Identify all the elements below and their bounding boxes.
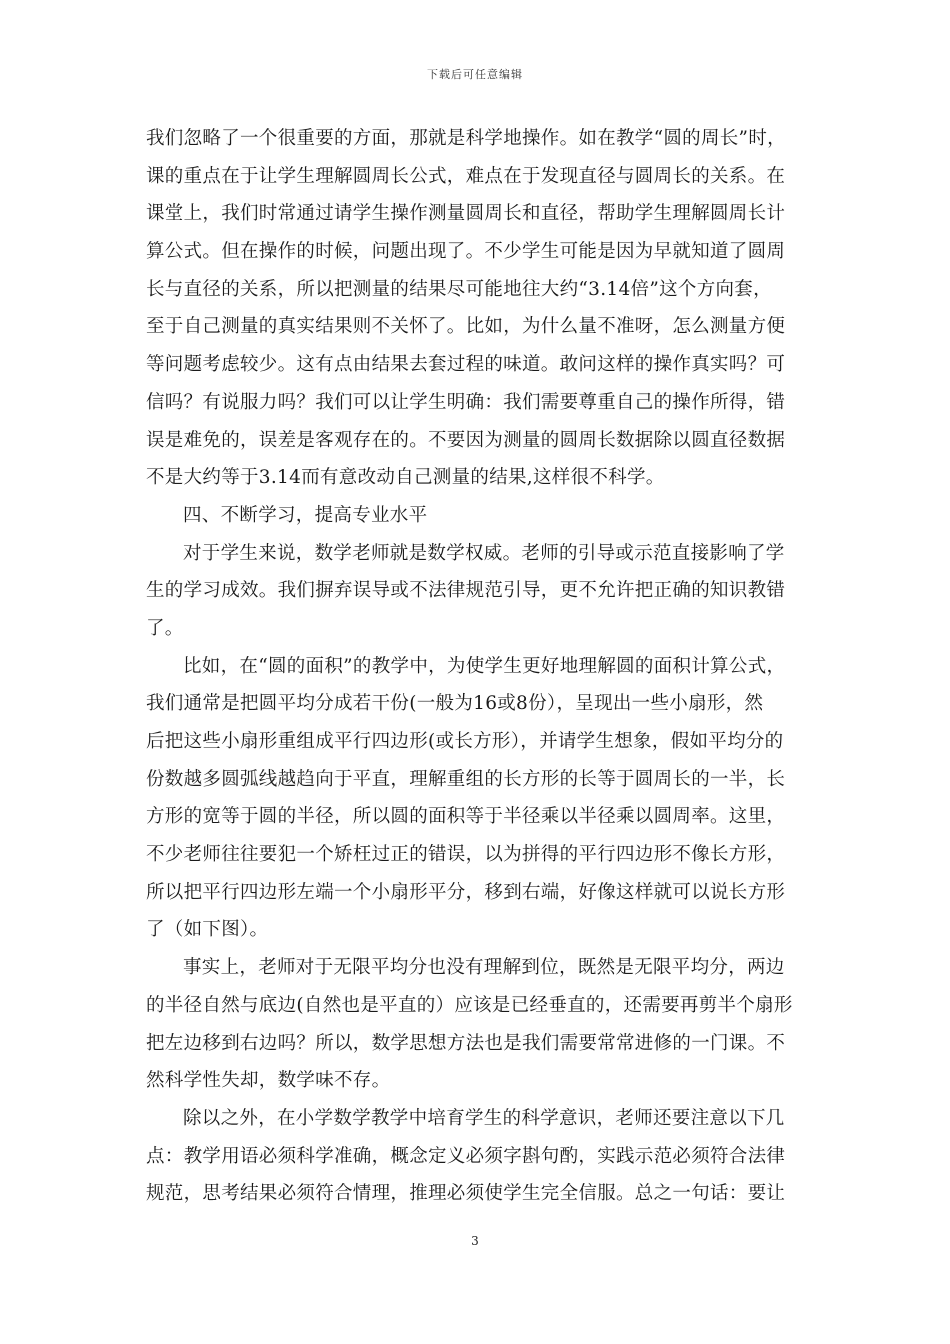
page-header: 下载后可任意编辑 (427, 68, 523, 81)
text-line: 对于学生来说，数学老师就是数学权威。老师的引导或示范直接影响了学 (183, 542, 785, 564)
text-line: 比如，在“圆的面积”的教学中，为使学生更好地理解圆的面积计算公式， (183, 655, 786, 677)
text-line: 点：教学用语必须科学准确，概念定义必须字斟句酌，实践示范必须符合法律 (146, 1145, 786, 1167)
text-line: 长与直径的关系，所以把测量的结果尽可能地往大约“3.14倍”这个方向套， (146, 278, 772, 300)
text-line: 误是难免的，误差是客观存在的。不要因为测量的圆周长数据除以圆直径数据 (146, 429, 786, 451)
text-line: 规范，思考结果必须符合情理，推理必须使学生完全信服。总之一句话：要让 (146, 1183, 786, 1205)
text-line: 至于自己测量的真实结果则不关怀了。比如，为什么量不准呀，怎么测量方便 (146, 316, 786, 338)
page-number: 3 (471, 1234, 479, 1248)
text-line: 了（如下图）。 (146, 919, 269, 941)
text-line: 我们通常是把圆平均分成若干份(一般为16或8份），呈现出一些小扇形，然 (146, 693, 764, 715)
text-line: 我们忽略了一个很重要的方面，那就是科学地操作。如在教学“圆的周长”时， (146, 128, 786, 149)
text-line: 生的学习成效。我们摒弃误导或不法律规范引导，更不允许把正确的知识教错 (146, 580, 786, 602)
text-line: 了。 (146, 617, 184, 639)
text-line: 四、不断学习，提高专业水平 (183, 504, 428, 526)
text-line: 后把这些小扇形重组成平行四边形(或长方形），并请学生想象，假如平均分的 (146, 731, 784, 752)
text-line: 信吗？有说服力吗？我们可以让学生明确：我们需要尊重自己的操作所得，错 (146, 391, 786, 413)
text-line: 把左边移到右边吗？所以，数学思想方法也是我们需要常常进修的一门课。不 (146, 1032, 786, 1054)
text-line: 不少老师往往要犯一个矫枉过正的错误，以为拼得的平行四边形不像长方形， (146, 844, 786, 866)
text-line: 份数越多圆弧线越趋向于平直，理解重组的长方形的长等于圆周长的一半，长 (146, 768, 786, 790)
text-line: 事实上，老师对于无限平均分也没有理解到位，既然是无限平均分，两边 (183, 957, 785, 979)
text-line: 课堂上，我们时常通过请学生操作测量圆周长和直径，帮助学生理解圆周长计 (146, 203, 786, 225)
text-line: 等问题考虑较少。这有点由结果去套过程的味道。敢问这样的操作真实吗？可 (146, 354, 786, 376)
text-line: 不是大约等于3.14而有意改动自己测量的结果,这样很不科学。 (146, 467, 665, 489)
text-line: 方形的宽等于圆的半径，所以圆的面积等于半径乘以半径乘以圆周率。这里， (146, 806, 786, 828)
text-line: 然科学性失却，数学味不存。 (146, 1070, 391, 1092)
document-body (146, 120, 806, 1213)
text-line: 所以把平行四边形左端一个小扇形平分，移到右端，好像这样就可以说长方形 (146, 881, 786, 903)
text-line: 的半径自然与底边(自然也是平直的）应该是已经垂直的，还需要再剪半个扇形 (146, 994, 793, 1016)
text-line: 算公式。但在操作的时候，问题出现了。不少学生可能是因为早就知道了圆周 (146, 241, 786, 263)
text-line: 除以之外，在小学数学教学中培育学生的科学意识，老师还要注意以下几 (183, 1107, 785, 1129)
text-line: 课的重点在于让学生理解圆周长公式，难点在于发现直径与圆周长的关系。在 (146, 165, 786, 187)
